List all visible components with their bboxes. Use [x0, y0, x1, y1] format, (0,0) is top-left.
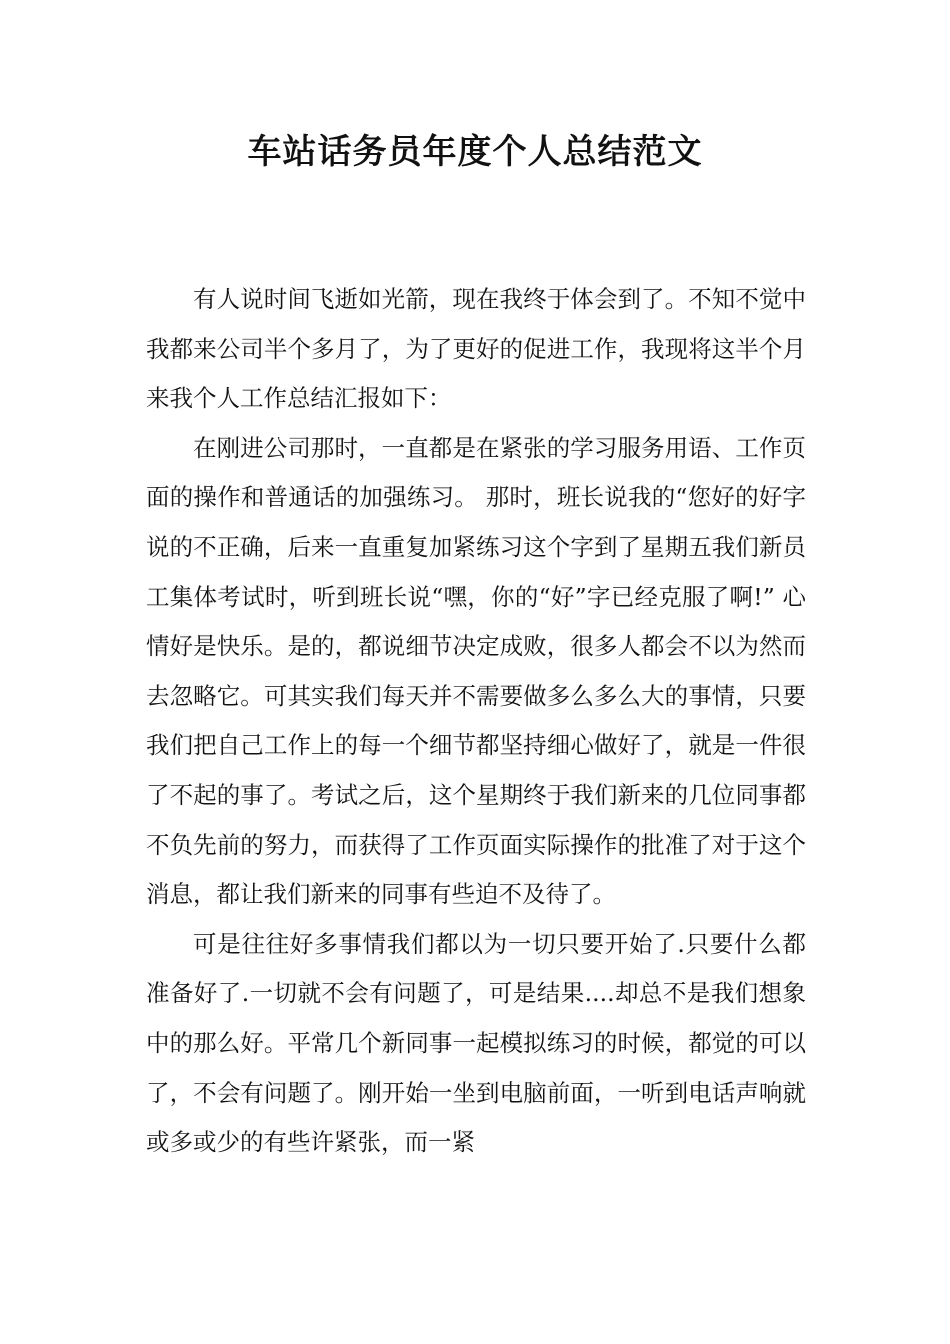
- paragraph-3: 可是往往好多事情我们都以为一切只要开始了.只要什么都准备好了.一切就不会有问题了，可是结果....却总不是我们想象中的那么好。平常几个新同事一起模拟练习的时候，都觉的可以了，不会有问题了。刚开始一坐到电脑前面，一听到电话声响就或多或少的有些许紧张，而一紧: [146, 929, 806, 1157]
- document-body: [146, 275, 806, 1168]
- document-title: 车站话务员年度个人总结范文: [247, 132, 703, 172]
- paragraph-2: 在刚进公司那时，一直都是在紧张的学习服务用语、工作页面的操作和普通话的加强练习。 那时，班长说我的“您好的好字说的不正确，后来一直重复加紧练习这个字到了星期五我们新员工集体考试时，听到班长说“嘿，你的“好”字已经克服了啊!” 心情好是快乐。是的，都说细节决定成败，很多人都会不以为然而去忽略它。可其实我们每天并不需要做多么多么大的事情，只要我们把自己工作上的每一个细节都坚持细心做好了，就是一件很了不起的事了。考试之后，这个星期终于我们新来的几位同事都不负先前的努力，而获得了工作页面实际操作的批准了对于这个消息，都让我们新来的同事有些迫不及待了。: [146, 433, 806, 909]
- paragraph-1: 有人说时间飞逝如光箭，现在我终于体会到了。不知不觉中我都来公司半个多月了，为了更好的促进工作，我现将这半个月来我个人工作总结汇报如下：: [146, 285, 806, 413]
